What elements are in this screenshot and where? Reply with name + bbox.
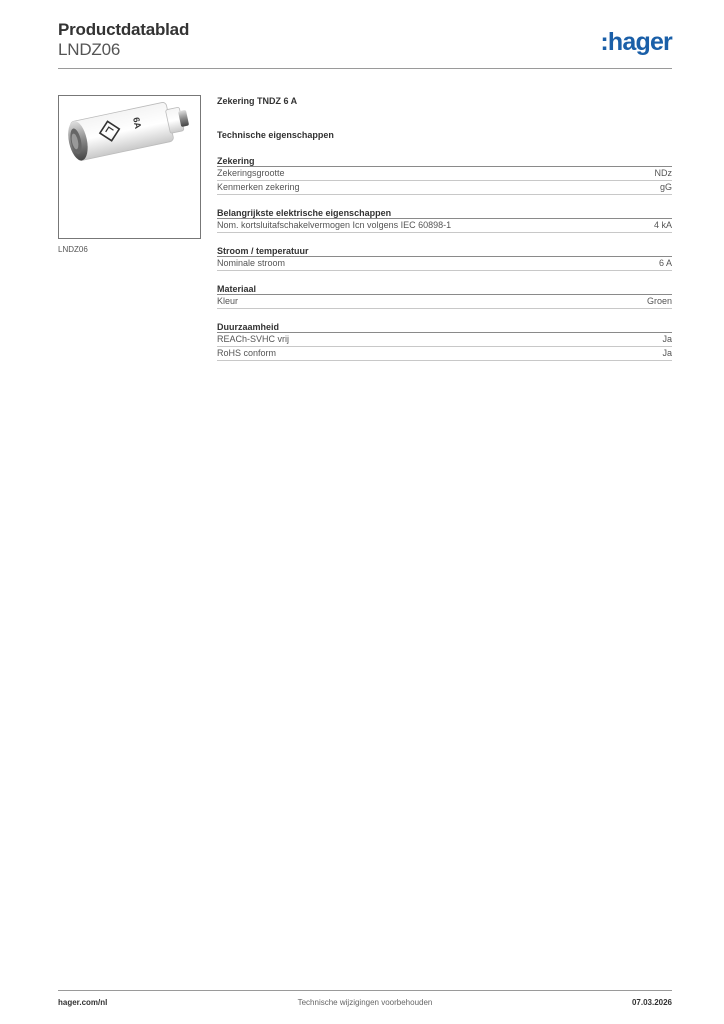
technical-properties-heading: Technische eigenschappen (217, 130, 334, 140)
spec-value: Ja (662, 348, 672, 358)
spec-group-zekering (217, 156, 672, 195)
spec-value: gG (659, 182, 672, 192)
group-title: Materiaal (217, 284, 672, 295)
spec-value: 4 kA (653, 220, 672, 230)
spec-value: NDz (654, 168, 672, 178)
spec-label: Zekeringsgrootte (217, 168, 285, 178)
hager-logo: :hager (600, 28, 672, 56)
spec-row (217, 257, 672, 271)
document-title: Productdatablad (58, 20, 190, 39)
group-title: Belangrijkste elektrische eigenschappen (217, 208, 672, 219)
spec-group-material (217, 284, 672, 309)
header-divider (58, 68, 672, 69)
group-title: Stroom / temperatuur (217, 246, 672, 257)
group-title: Zekering (217, 156, 672, 167)
document-subtitle: LNDZ06 (58, 40, 121, 59)
spec-row (217, 347, 672, 361)
spec-group-electrical (217, 208, 672, 233)
footer-divider (58, 990, 672, 991)
spec-label: Kleur (217, 296, 239, 306)
spec-group-current-temperature (217, 246, 672, 271)
spec-label: Nom. kortsluitafschakelvermogen Icn volgens IEC 60898-1 (217, 220, 452, 230)
logo-text: hager (607, 28, 672, 56)
spec-row (217, 219, 672, 233)
group-title: Duurzaamheid (217, 322, 672, 333)
spec-label: REACh-SVHC vrij (217, 334, 290, 344)
fuse-illustration (59, 96, 200, 238)
fuse-rating-label: 6A (131, 116, 144, 130)
page-header (58, 20, 672, 70)
footer-notice: Technische wijzigingen voorbehouden (297, 998, 433, 1007)
spec-row (217, 181, 672, 195)
spec-label: Nominale stroom (217, 258, 286, 268)
image-caption: LNDZ06 (58, 245, 88, 254)
product-image (58, 95, 201, 239)
product-name: Zekering TNDZ 6 A (217, 96, 298, 106)
spec-label: RoHS conform (217, 348, 277, 358)
page-footer (58, 998, 672, 1010)
spec-row (217, 333, 672, 347)
footer-date: 07.03.2026 (631, 998, 672, 1007)
specifications (217, 96, 672, 374)
spec-row (217, 167, 672, 181)
footer-website-link[interactable]: hager.com/nl (58, 998, 108, 1007)
spec-group-sustainability (217, 322, 672, 361)
spec-value: Groen (646, 296, 672, 306)
spec-value: 6 A (658, 258, 672, 268)
spec-value: Ja (662, 334, 672, 344)
spec-label: Kenmerken zekering (217, 182, 300, 192)
spec-row (217, 295, 672, 309)
